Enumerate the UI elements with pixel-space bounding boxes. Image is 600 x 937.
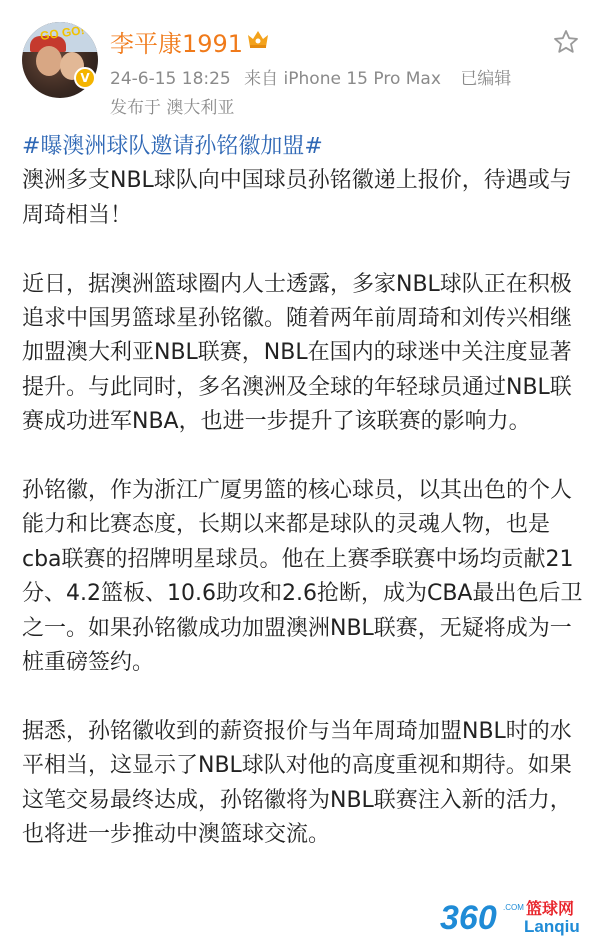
verified-v-badge-icon: V — [74, 67, 96, 89]
post-body — [22, 130, 588, 852]
post-location: 发布于 澳大利亚 — [110, 98, 235, 118]
post-meta — [110, 64, 519, 89]
watermark-number: 360 — [440, 899, 497, 937]
site-watermark-logo — [440, 900, 600, 937]
post-paragraph: 孙铭徽，作为浙江广厦男篮的核心球员，以其出色的个人能力和比赛态度，长期以来都是球队的灵魂人物，也是cba联赛的招牌明星球员。他在上赛季联赛中场均贡献21分、4.2篮板、10.6助攻和2.6抢断，成为CBA最出色后卫之一。如果孙铭徽成功加盟澳洲NBL联赛，无疑将成为一桩重磅签约。 — [22, 478, 583, 676]
paragraph-gap — [22, 233, 588, 267]
watermark-cn: 篮球网 — [526, 899, 575, 918]
post-paragraph-headline: 澳洲多支NBL球队向中国球员孙铭徽递上报价，待遇或与周琦相当！ — [22, 168, 572, 228]
avatar-face — [36, 46, 62, 76]
watermark-en: Lanqiu — [524, 917, 580, 936]
paragraph-gap — [22, 680, 588, 714]
hashtag-link[interactable]: #曝澳洲球队邀请孙铭徽加盟# — [22, 134, 323, 159]
post-paragraph: 据悉，孙铭徽收到的薪资报价与当年周琦加盟NBL时的水平相当，这显示了NBL球队对他的高度重视和期待。如果这笔交易最终达成，孙铭徽将为NBL联赛注入新的活力，也将进一步推动中澳篮球交流。 — [22, 718, 572, 848]
post-time: 24-6-15 18:25 — [110, 69, 231, 89]
star-outline-icon[interactable] — [552, 28, 580, 56]
paragraph-gap — [22, 440, 588, 474]
post-header — [0, 0, 600, 128]
watermark-com: .COM — [503, 903, 524, 912]
author-name[interactable]: 李平康1991 — [110, 30, 244, 58]
post-source[interactable]: 来自 iPhone 15 Pro Max — [244, 69, 441, 89]
avatar-badge-text: GO GO! — [39, 22, 86, 44]
edited-label[interactable]: 已编辑 — [460, 69, 512, 89]
crown-vip-icon[interactable] — [246, 28, 270, 50]
post-paragraph: 近日，据澳洲篮球圈内人士透露，多家NBL球队正在积极追求中国男篮球星孙铭徽。随着两年前周琦和刘传兴相继加盟澳大利亚NBL联赛，NBL在国内的球迷中关注度显著提升。与此同时，多名澳洲及全球的年轻球员通过NBL联赛成功进军NBA，也进一步提升了该联赛的影响力。 — [22, 271, 573, 435]
